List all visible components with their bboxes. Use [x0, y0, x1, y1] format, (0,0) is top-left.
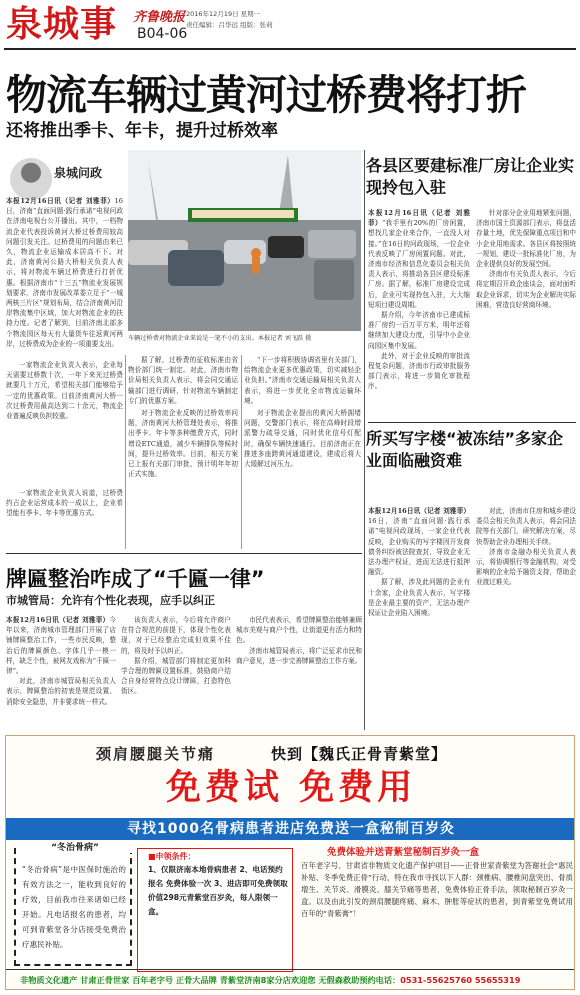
ad-conditions-box — [137, 848, 293, 972]
story3-body-b2-text: 济南市金融办相关负责人表示，将协调银行等金融机构，对受影响的企业给予融资支持，帮助企业渡过难关。 — [476, 547, 576, 587]
lead-headline: 物流车辆过黄河过桥费将打折 — [6, 71, 526, 119]
lead-body-col1c: 一家物流企业负责人说道，过桥费约占企业运营成本的一成以上，企业希望能有季卡、年卡等优惠方式。 — [6, 489, 123, 518]
traffic-photo-illustration — [128, 150, 361, 331]
lead-body-col3b-text: 对于物流企业提出的黄河大桥拥堵问题，交警部门表示，将在高峰时段增派警力疏导交通，同时优化信号灯配时，确保车辆快速通行。目前济南正在推进多座跨黄河通道建设，建成后将大大缓解过河压力。 — [244, 409, 361, 469]
lead-body-col1 — [6, 196, 123, 358]
page-number: B04-06 — [137, 26, 188, 42]
column-divider — [125, 355, 126, 549]
lead-body-col3 — [244, 355, 361, 547]
publication-date: 2016年12月19日 星期一 — [186, 10, 261, 18]
story2-body-b2-text: 济南市有关负责人表示，今后将定期召开政企座谈会，面对面听取企业诉求，切实为企业解决实际困难，营造良好营商环境。 — [476, 270, 576, 309]
lead-byline: 本报12月16日讯（记者 刘雅菲） — [6, 197, 115, 205]
ad-footer-text: 非物质文化遗产 甘肃正骨世家 百年老字号 正骨大品牌 青紫堂济南8家分店欢迎您 无假森救助预约电话： — [20, 975, 401, 985]
ad-conditions-text: 1、仅限济南本地骨病患者 2、电话预约报名 免费体验一次 3、进店即可免费领取价值298元青紫堂百岁灸，每人限领一盒。 — [148, 865, 288, 916]
lead-body-col3-text: “下一步将积极协调省里有关部门，给物流企业更多优惠政策，切实减轻企业负担。”济南市交通运输局相关负责人表示，将进一步优化全市物流运输环境。 — [244, 356, 361, 405]
story4-body-c — [236, 615, 362, 730]
story4-byline: 本报12月16日讯（记者 刘雅菲） — [6, 616, 110, 624]
ad-banner-bar: 寻找1000名骨病患者进店免费送一盒秘制百岁灸 — [6, 818, 575, 840]
story2-body-b — [476, 208, 576, 420]
story3-body-b-text: 对此，济南市住房和城乡建设委员会相关负责人表示，将会同法院等有关部门，研究解决方案，尽快帮助企业办理相关手续。 — [476, 507, 576, 546]
story3-byline: 本报12月16日讯（记者 刘雅菲） — [368, 507, 470, 515]
story4-body-b-text: 该负责人表示，今后将允许商户在符合规范的前提下，体现个性化表现，对于已经整治完成但效果不佳的，将及时予以纠正。 — [121, 616, 231, 655]
column-avatar-icon — [10, 158, 52, 200]
story2-body-a3-text: 此外，对于企业反映的审批流程复杂问题，济南市行政审批服务部门表示，将进一步简化审批程序。 — [368, 351, 470, 391]
story4-body-a2-text: 对此，济南市城管局相关负责人表示，牌匾整治的初衷是规范设置、消除安全隐患，并非要求统一样式。 — [6, 677, 116, 706]
paper-logo: 齐鲁晚报 — [133, 10, 186, 25]
lead-body-col2 — [128, 355, 238, 547]
lead-subhead: 还将推出季卡、年卡，提升过桥效率 — [6, 121, 278, 141]
section-title: 泉城事 — [6, 4, 118, 45]
story3-headline: 所买写字楼“被冻结”多家企业面临融资难 — [366, 429, 564, 470]
story3-body-a — [368, 506, 470, 728]
ad-footer — [6, 969, 575, 989]
ad-phone-number: 0531-55625760 55655319 — [400, 975, 521, 985]
story4-body-b — [121, 615, 231, 730]
ad-left-title: “冬治骨病” — [16, 840, 134, 853]
story4-body-d-text: 济南市城管局表示，将广泛征求市民和商户意见，进一步完善牌匾整治工作方案。 — [236, 646, 362, 665]
story3-body-a2-text: 据了解，涉及此问题的企业有十余家，企业负责人表示，写字楼是企业最主要的资产，无法办理产权证让企业陷入困境。 — [368, 578, 470, 618]
section-divider — [364, 150, 365, 730]
lead-photo — [128, 150, 361, 331]
story4-body-a-text: 今年以来，济南城市管理部门开展了店铺牌匾整治工作，一些市民反映，整治后的牌匾颜色、字体几乎一模一样，缺乏个性，被网友戏称为“千匾一律”。 — [6, 616, 116, 676]
ad-gift-title: 免费体验并送青紫堂秘制百岁灸一盒 — [327, 847, 480, 858]
story4-body-a — [6, 615, 116, 730]
story2-body-a — [368, 208, 470, 420]
column-divider — [241, 355, 242, 549]
story4-headline: 牌匾整治咋成了“千匾一律” — [6, 567, 265, 591]
ad-brand-text: 快到【魏氏正骨青紫堂】 — [271, 745, 448, 763]
story3-body-a-text: 16日，济南“直面问题·践行承诺”电视问政现场，一家企业代表反映，企业购买的写字楼因开发商债务纠纷被法院查封，导致企业无法办理产权证，进而无法进行抵押融资。 — [368, 517, 470, 577]
story4-subhead: 市城管局：允许有个性化表现，应手以纠正 — [6, 594, 215, 607]
advertisement — [5, 735, 575, 990]
story4-body-c-text: 市民代表表示，希望牌匾整治能够兼顾城市美观与商户个性，让街道更有活力和特色。 — [236, 616, 362, 645]
story-divider — [368, 422, 576, 423]
ad-big-text: 免费试 免费用 — [165, 768, 417, 808]
lead-body-col2-text: 据了解，过桥费的征收标准由省物价部门统一制定。对此，济南市物价局相关负责人表示，将会同交通运输部门进行调研，针对物流车辆制定专门的优惠方案。 — [128, 356, 238, 405]
ad-conditions-title: ■申领条件： — [148, 852, 196, 861]
lead-body-col2b-text: 对于物流企业反映的过桥效率问题，济南黄河大桥管理处表示，将推出季卡、年卡等多种缴费方式，同时增设ETC通道，减少车辆排队等候时间，提升过桥效率。目前，相关方案已上报有关部门审批，预计明年年初正式实施。 — [128, 409, 238, 479]
story2-body-a2-text: 据介绍，今年济南市已建成标准厂房约一百万平方米，明年还将继续加大建设力度，引导中小企业向园区集中发展。 — [368, 311, 470, 350]
ad-left-text: “冬治骨病”是中医保时施治的有效方法之一，能收到良好的疗效，目前我市往来诸如已经开始。凡电话报名的患者，均可到青紫堂各分店接受免费治疗惠民补贴。 — [22, 865, 126, 949]
column-tag: 泉城问政 — [54, 166, 103, 180]
ad-top-text: 颈肩腰腿关节痛 — [96, 745, 216, 763]
ad-gift-text: 百年老字号、甘肃省非物质文化遗产保护项目——正骨世家青紫堂为答谢社会“惠民补贴、冬季免费正骨”行动，特在我市寻找以下人群：颈椎病、腰椎间盘突出、骨质增生、关节炎、滑膜炎、膝关节痛等患者，免费体验正骨手法，领取秘制百岁灸一盒。以及由此引发的颈肩腰腿疼痛、麻木、肿胀等症状的患者，到青紫堂免费试用百年的“青紫膏”！ — [301, 861, 573, 918]
story2-body-a-text: “我手里有20%的厂房闲置，想找几家企业来合作，一直没人对接。”在16日的问政现场，一位企业代表反映了厂房闲置问题。对此，济南市经济和信息化委员会相关负责人表示，将推动各县区建设标准厂房。据了解，标准厂房建设完成后，企业可实现拎包入驻，大大缩短项目建设周期。 — [368, 219, 470, 309]
story3-body-b — [476, 506, 576, 728]
story2-headline: 各县区要建标准厂房让企业实现拎包入驻 — [366, 156, 575, 197]
ad-left-box — [14, 843, 132, 966]
story4-body-b2-text: 据介绍，城管部门将制定更加科学合理的牌匾设置标准，鼓励商户结合自身经营特点设计牌匾，打造特色街区。 — [121, 656, 231, 696]
story2-byline: 本报12月16日讯（记者 刘雅菲） — [368, 209, 470, 228]
lead-body-col1-text: 16日，济南“直面问题·践行承诺”电视问政在济南电视台公开播出。其中，一档物流企业代表投诉黄河大桥过桥费用较高问题引发关注。过桥费用的问题由来已久，物流企业运输成本居高不下。对此，济南黄河公路大桥相关负责人表示，将对物流车辆过桥费进行打折优惠。根据济南市“十三五”物流业发展规划要求，济南市发展改革委立足于“一城两核三片区”规划布局，结合济南黄河沿岸物流集中区域，加大对物流企业的扶持力度。记者了解到，目前济南北部多个物流园区每天有大量货车往返黄河两岸，过桥费成为企业的一项重要支出。 — [6, 197, 123, 348]
story2-body-b-text: 针对部分企业用地紧张问题，济南市国土资源部门表示，将盘活存量土地，优先保障重点项目和中小企业用地需求。各县区将按照统一规划，建设一批标准化厂房，为企业提供良好的发展空间。 — [476, 209, 576, 269]
photo-caption: 车辆过桥费对物流企业来说是一笔不小的支出。本报记者 刘飞跃 摄 — [128, 335, 312, 342]
header-rule — [4, 48, 576, 50]
story-divider — [6, 553, 362, 554]
lead-body-col1b: 一家物流企业负责人表示，企业每天需要过桥数十次，一年下来光过桥费就要几十万元，希望相关部门能够给予一定的优惠政策。目前济南黄河大桥一次过桥费用最高达到二十余元，物流企业普遍反映负担较重。 — [6, 361, 123, 421]
publication-info — [186, 9, 273, 29]
publication-editor: 责任编辑：吕华远 组版：张莉 — [186, 21, 273, 29]
